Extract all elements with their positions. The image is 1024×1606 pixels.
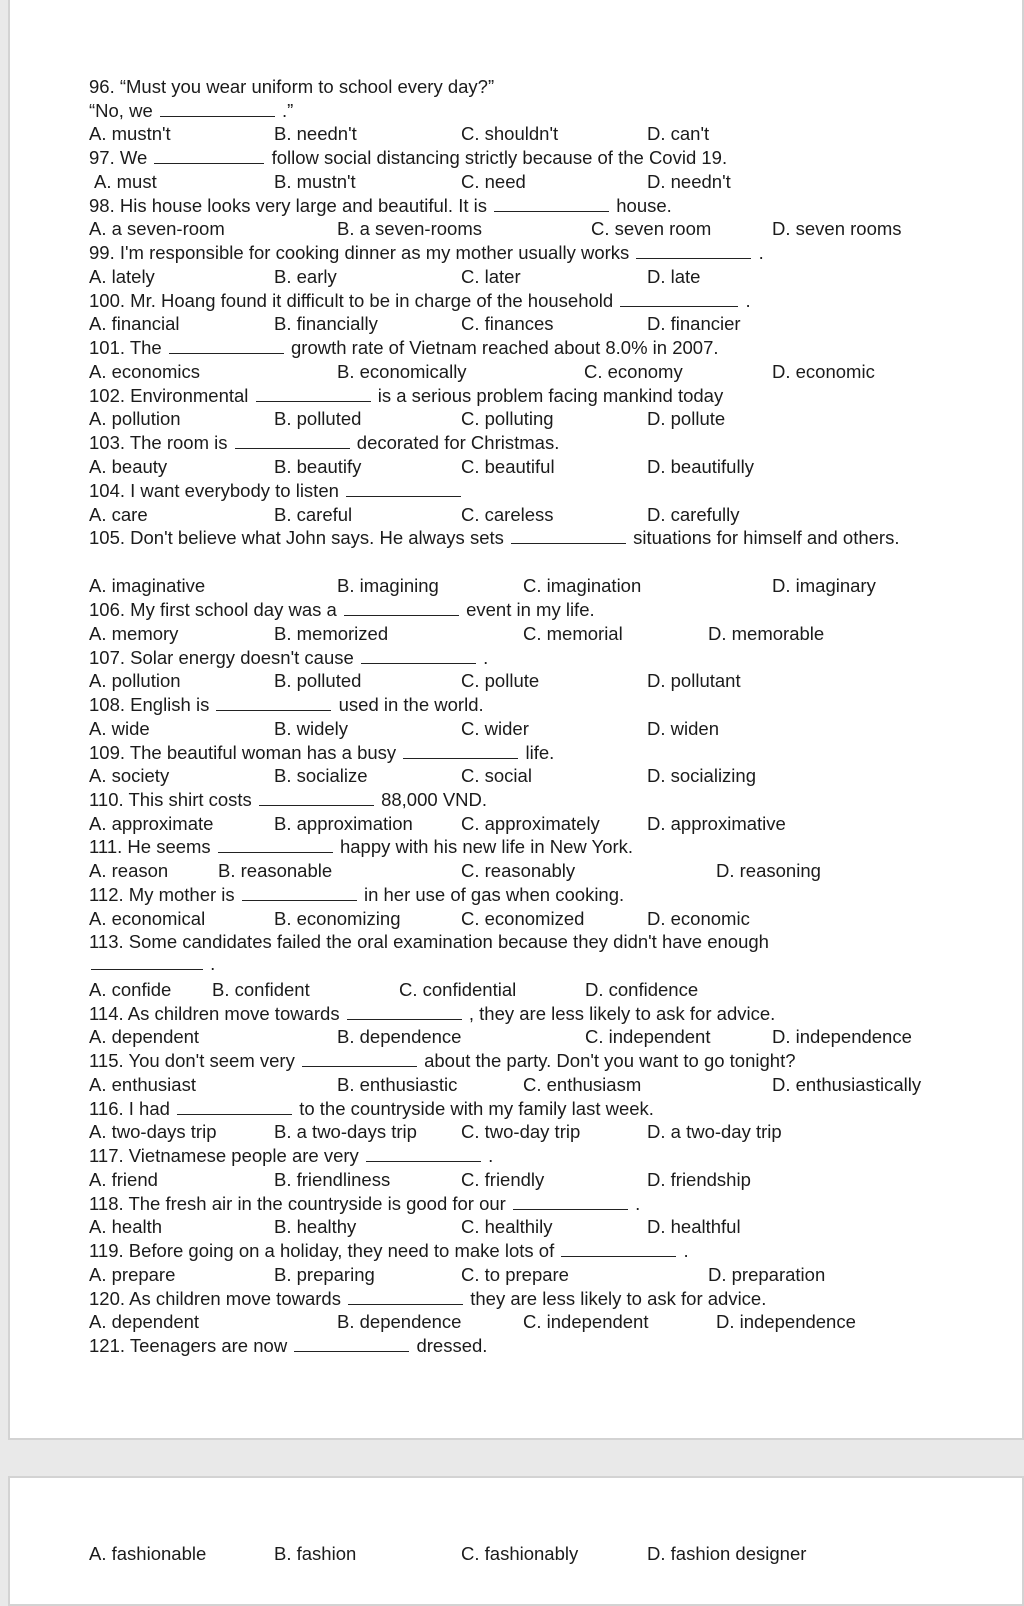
option-d[interactable]: D. beautifully (647, 456, 754, 477)
question-110 (89, 788, 487, 812)
question-text: He seems (127, 836, 211, 857)
option-b[interactable]: B. reasonable (218, 860, 333, 881)
question-text: My mother is (128, 884, 235, 905)
question-text: As children move towards (127, 1003, 340, 1024)
question-number: 112. (89, 884, 124, 905)
option-b[interactable]: B. economizing (274, 908, 401, 929)
question-number: 119. (89, 1240, 124, 1261)
question-text: Teenagers are now (129, 1335, 288, 1356)
question-text: decorated for Christmas. (356, 432, 560, 453)
option-a[interactable]: A. prepare (89, 1264, 176, 1285)
option-c[interactable]: C. to prepare (461, 1264, 569, 1285)
question-text: event in my life. (466, 599, 595, 620)
option-c[interactable]: C. economized (461, 908, 585, 929)
question-text: You don't seem very (128, 1050, 295, 1071)
answer-blank[interactable] (347, 1003, 462, 1020)
option-d[interactable]: D. a two-day trip (647, 1121, 782, 1142)
question-number: 109. (89, 742, 126, 763)
answer-blank[interactable] (561, 1240, 676, 1257)
question-text: Some candidates failed the oral examination because they didn't have enough (128, 931, 769, 952)
question-112 (89, 883, 624, 907)
question-text: As children move towards (129, 1288, 341, 1309)
option-c[interactable]: C. need (461, 171, 526, 192)
option-b[interactable]: B. fashion (274, 1543, 357, 1564)
question-text: in her use of gas when cooking. (363, 884, 625, 905)
question-number: 99. (89, 242, 115, 263)
option-b[interactable]: B. preparing (274, 1264, 375, 1285)
option-b[interactable]: B. friendliness (274, 1169, 391, 1190)
answer-blank[interactable] (620, 290, 738, 307)
answer-blank[interactable] (216, 694, 331, 711)
question-text: My first school day was a (130, 599, 337, 620)
answer-blank[interactable] (177, 1098, 292, 1115)
option-d[interactable]: D. socializing (647, 765, 756, 786)
question-text: .” (282, 100, 294, 121)
answer-options-row (0, 360, 1024, 384)
question-number: 120. (89, 1288, 126, 1309)
question-text: “Must you wear uniform to school every day?” (119, 76, 495, 97)
option-d[interactable]: D. enthusiastically (772, 1074, 922, 1095)
question-118 (89, 1192, 640, 1216)
option-a[interactable]: A. fashionable (89, 1543, 207, 1564)
answer-options-row (0, 1025, 1024, 1049)
question-121 (89, 1334, 487, 1358)
option-c[interactable]: C. imagination (523, 575, 642, 596)
question-text: . (758, 242, 764, 263)
answer-options-row (0, 407, 1024, 431)
answer-options-row (0, 265, 1024, 289)
question-text: follow social distancing strictly because of the Covid 19. (271, 147, 728, 168)
question-100 (89, 289, 751, 313)
option-a[interactable]: A. pollution (89, 670, 181, 691)
option-a[interactable]: A. pollution (89, 408, 181, 429)
answer-options-row (0, 859, 1024, 883)
question-text: . (683, 1240, 689, 1261)
question-117 (89, 1144, 493, 1168)
option-d[interactable]: D. approximative (647, 813, 786, 834)
question-number: 100. (89, 290, 126, 311)
question-number: 116. (89, 1098, 124, 1119)
answer-blank[interactable] (294, 1335, 409, 1352)
answer-options-row (0, 1073, 1024, 1097)
question-120 (89, 1287, 766, 1311)
answer-blank[interactable] (259, 789, 374, 806)
answer-blank[interactable] (91, 953, 203, 970)
option-b[interactable]: B. memorized (274, 623, 389, 644)
question-104 (89, 479, 463, 503)
question-111 (89, 835, 633, 859)
option-a[interactable]: A. financial (89, 313, 180, 334)
question-number: 101. (89, 337, 126, 358)
answer-blank[interactable] (346, 480, 461, 497)
answer-options-row (0, 907, 1024, 931)
question-number: 97. (89, 147, 115, 168)
option-b[interactable]: B. socialize (274, 765, 368, 786)
option-c[interactable]: C. approximately (461, 813, 600, 834)
option-b[interactable]: B. confident (212, 979, 310, 1000)
answer-options-row (0, 1215, 1024, 1239)
answer-options-row (0, 170, 1024, 194)
option-b[interactable]: B. beautify (274, 456, 362, 477)
question-number: 98. (89, 195, 115, 216)
option-a[interactable]: A. enthusiast (89, 1074, 196, 1095)
option-b[interactable]: B. dependence (337, 1311, 462, 1332)
option-c[interactable]: C. fashionably (461, 1543, 579, 1564)
question-text: growth rate of Vietnam reached about 8.0% in 2007. (291, 337, 719, 358)
option-d[interactable]: D. confidence (585, 979, 699, 1000)
option-d[interactable]: D. late (647, 266, 701, 287)
question-text: Solar energy doesn't cause (130, 647, 354, 668)
question-text: English is (130, 694, 210, 715)
answer-blank[interactable] (169, 337, 284, 354)
option-c[interactable]: C. shouldn't (461, 123, 559, 144)
question-text: I'm responsible for cooking dinner as my mother usually works (119, 242, 630, 263)
option-b[interactable]: B. early (274, 266, 337, 287)
answer-options-row (0, 1542, 1024, 1566)
option-a[interactable]: A. two-days trip (89, 1121, 217, 1142)
answer-options-row (0, 622, 1024, 646)
answer-blank[interactable] (242, 884, 357, 901)
answer-options-row (0, 669, 1024, 693)
question-number: 111. (89, 836, 123, 857)
question-text: His house looks very large and beautiful. It is (119, 195, 487, 216)
answer-blank[interactable] (235, 432, 350, 449)
answer-blank[interactable] (154, 147, 264, 164)
answer-options-row (0, 574, 1024, 598)
option-a[interactable]: A. beauty (89, 456, 168, 477)
question-text: dressed. (416, 1335, 488, 1356)
question-text: The fresh air in the countryside is good for our (128, 1193, 506, 1214)
question-text: Before going on a holiday, they need to make lots of (128, 1240, 555, 1261)
option-d[interactable]: D. fashion designer (647, 1543, 807, 1564)
question-number: 115. (89, 1050, 124, 1071)
option-c[interactable]: C. independent (523, 1311, 649, 1332)
question-text: house. (616, 195, 672, 216)
option-d[interactable]: D. healthful (647, 1216, 741, 1237)
answer-options-row (0, 1310, 1024, 1334)
option-c[interactable]: C. healthily (461, 1216, 553, 1237)
option-c[interactable]: C. reasonably (461, 860, 576, 881)
option-d[interactable]: D. can't (647, 123, 710, 144)
question-text: happy with his new life in New York. (339, 836, 634, 857)
option-b[interactable]: B. approximation (274, 813, 413, 834)
answer-blank[interactable] (218, 836, 333, 853)
option-c[interactable]: C. memorial (523, 623, 623, 644)
question-number: 96. (89, 76, 115, 97)
option-b[interactable]: B. needn't (274, 123, 357, 144)
question-116 (89, 1097, 654, 1121)
question-text: Mr. Hoang found it difficult to be in charge of the household (130, 290, 614, 311)
option-c[interactable]: C. careless (461, 504, 554, 525)
option-b[interactable]: B. polluted (274, 408, 362, 429)
answer-blank[interactable] (366, 1145, 481, 1162)
answer-options-row (0, 455, 1024, 479)
option-d[interactable]: D. friendship (647, 1169, 751, 1190)
option-b[interactable]: B. careful (274, 504, 353, 525)
question-text: situations for himself and others. (633, 527, 900, 548)
option-d[interactable]: D. reasoning (716, 860, 821, 881)
answer-options-row (0, 764, 1024, 788)
option-d[interactable]: D. widen (647, 718, 719, 739)
option-a[interactable]: A. a seven-room (89, 218, 225, 239)
option-c[interactable]: C. seven room (591, 218, 712, 239)
option-b[interactable]: B. widely (274, 718, 349, 739)
answer-blank[interactable] (348, 1288, 463, 1305)
question-number: 108. (89, 694, 126, 715)
question-text: The beautiful woman has a busy (129, 742, 397, 763)
question-107 (89, 646, 488, 670)
option-a[interactable]: A. dependent (89, 1026, 200, 1047)
option-b[interactable]: B. enthusiastic (337, 1074, 458, 1095)
answer-blank[interactable] (344, 599, 459, 616)
option-a[interactable]: A. mustn't (89, 123, 171, 144)
answer-blank[interactable] (511, 527, 626, 544)
question-101 (89, 336, 719, 360)
question-number: 103. (89, 432, 126, 453)
option-a[interactable]: A. wide (89, 718, 150, 739)
question-98 (89, 194, 672, 218)
option-d[interactable]: D. pollutant (647, 670, 741, 691)
option-b[interactable]: B. mustn't (274, 171, 356, 192)
option-a[interactable]: A. economical (89, 908, 206, 929)
question-text: We (119, 147, 148, 168)
option-a[interactable]: A. imaginative (89, 575, 206, 596)
question-text: . (210, 953, 216, 974)
option-c[interactable]: C. wider (461, 718, 529, 739)
option-d[interactable]: D. imaginary (772, 575, 876, 596)
question-number: 110. (89, 789, 124, 810)
question-text: “No, we (89, 100, 153, 121)
question-continued-19 (89, 952, 215, 976)
option-c[interactable]: C. enthusiasm (523, 1074, 642, 1095)
question-text: life. (525, 742, 555, 763)
option-b[interactable]: B. imagining (337, 575, 439, 596)
option-a[interactable]: A. reason (89, 860, 169, 881)
option-b[interactable]: B. polluted (274, 670, 362, 691)
question-number: 107. (89, 647, 126, 668)
option-c[interactable]: C. finances (461, 313, 554, 334)
answer-options-row (0, 1120, 1024, 1144)
option-c[interactable]: C. two-day trip (461, 1121, 581, 1142)
question-number: 104. (89, 480, 126, 501)
option-c[interactable]: C. economy (584, 361, 683, 382)
option-a[interactable]: A. health (89, 1216, 163, 1237)
question-text: . (635, 1193, 641, 1214)
option-d[interactable]: D. preparation (708, 1264, 826, 1285)
option-d[interactable]: D. independence (772, 1026, 912, 1047)
question-109 (89, 741, 554, 765)
question-text: . (483, 647, 489, 668)
option-d[interactable]: D. needn't (647, 171, 731, 192)
question-number: 105. (89, 527, 126, 548)
question-103 (89, 431, 559, 455)
question-continued-1 (89, 99, 293, 123)
option-a[interactable]: A. society (89, 765, 170, 786)
option-d[interactable]: D. seven rooms (772, 218, 902, 239)
option-c[interactable]: C. confidential (399, 979, 517, 1000)
answer-options-row (0, 978, 1024, 1002)
answer-options-row (0, 217, 1024, 241)
question-text: Don't believe what John says. He always sets (130, 527, 504, 548)
answer-options-row (0, 1168, 1024, 1192)
option-b[interactable]: B. a two-days trip (274, 1121, 417, 1142)
option-d[interactable]: D. financier (647, 313, 741, 334)
answer-options-row (0, 503, 1024, 527)
answer-blank[interactable] (361, 647, 476, 664)
question-text: The (129, 337, 162, 358)
question-text: This shirt costs (128, 789, 252, 810)
question-113 (89, 930, 769, 954)
option-c[interactable]: C. later (461, 266, 521, 287)
question-text: about the party. Don't you want to go tonight? (424, 1050, 796, 1071)
worksheet-page-2 (8, 1476, 1024, 1606)
option-a[interactable]: A. lately (89, 266, 155, 287)
question-119 (89, 1239, 689, 1263)
answer-blank[interactable] (403, 742, 518, 759)
option-d[interactable]: D. economic (772, 361, 875, 382)
question-text: . (745, 290, 751, 311)
option-c[interactable]: C. pollute (461, 670, 540, 691)
question-number: 113. (89, 931, 124, 952)
answer-options-row (0, 717, 1024, 741)
answer-options-row (0, 122, 1024, 146)
option-b[interactable]: B. economically (337, 361, 467, 382)
question-text: I had (128, 1098, 170, 1119)
option-b[interactable]: B. healthy (274, 1216, 357, 1237)
question-number: 102. (89, 385, 126, 406)
question-text: 88,000 VND. (381, 789, 488, 810)
option-b[interactable]: B. a seven-rooms (337, 218, 482, 239)
option-a[interactable]: A. confide (89, 979, 172, 1000)
option-a[interactable]: A. dependent (89, 1311, 200, 1332)
question-108 (89, 693, 484, 717)
question-115 (89, 1049, 796, 1073)
answer-options-row (0, 312, 1024, 336)
question-text: . (488, 1145, 494, 1166)
question-text: Vietnamese people are very (128, 1145, 359, 1166)
question-102 (89, 384, 723, 408)
question-text: I want everybody to listen (130, 480, 339, 501)
question-number: 118. (89, 1193, 124, 1214)
option-d[interactable]: D. memorable (708, 623, 825, 644)
option-d[interactable]: D. independence (716, 1311, 856, 1332)
question-text: Environmental (130, 385, 249, 406)
answer-options-row (0, 1263, 1024, 1287)
answer-blank[interactable] (160, 100, 275, 117)
option-c[interactable]: C. beautiful (461, 456, 555, 477)
question-text: , they are less likely to ask for advice. (468, 1003, 776, 1024)
question-number: 121. (89, 1335, 126, 1356)
question-text: The room is (129, 432, 228, 453)
answer-blank[interactable] (494, 195, 609, 212)
option-d[interactable]: D. economic (647, 908, 750, 929)
option-b[interactable]: B. financially (274, 313, 378, 334)
answer-blank[interactable] (513, 1193, 628, 1210)
question-text: used in the world. (338, 694, 484, 715)
answer-options-row (0, 812, 1024, 836)
question-text: is a serious problem facing mankind today (377, 385, 724, 406)
option-a[interactable]: A. approximate (89, 813, 214, 834)
option-a[interactable]: A. care (89, 504, 148, 525)
question-text: they are less likely to ask for advice. (470, 1288, 767, 1309)
option-d[interactable]: D. pollute (647, 408, 726, 429)
option-a[interactable]: A. memory (89, 623, 179, 644)
option-c[interactable]: C. friendly (461, 1169, 545, 1190)
question-114 (89, 1002, 775, 1026)
question-number: 114. (89, 1003, 124, 1024)
question-text: to the countryside with my family last week. (299, 1098, 654, 1119)
question-97 (89, 146, 727, 170)
option-b[interactable]: B. dependence (337, 1026, 462, 1047)
option-c[interactable]: C. independent (585, 1026, 711, 1047)
answer-blank[interactable] (302, 1050, 417, 1067)
answer-blank[interactable] (636, 242, 751, 259)
option-c[interactable]: C. polluting (461, 408, 554, 429)
option-a[interactable]: A. must (94, 171, 157, 192)
option-a[interactable]: A. economics (89, 361, 201, 382)
question-106 (89, 598, 595, 622)
question-number: 106. (89, 599, 126, 620)
question-105 (89, 526, 919, 550)
option-c[interactable]: C. social (461, 765, 532, 786)
question-number: 117. (89, 1145, 124, 1166)
question-96 (89, 75, 494, 99)
answer-blank[interactable] (256, 385, 371, 402)
option-a[interactable]: A. friend (89, 1169, 158, 1190)
option-d[interactable]: D. carefully (647, 504, 740, 525)
question-99 (89, 241, 764, 265)
